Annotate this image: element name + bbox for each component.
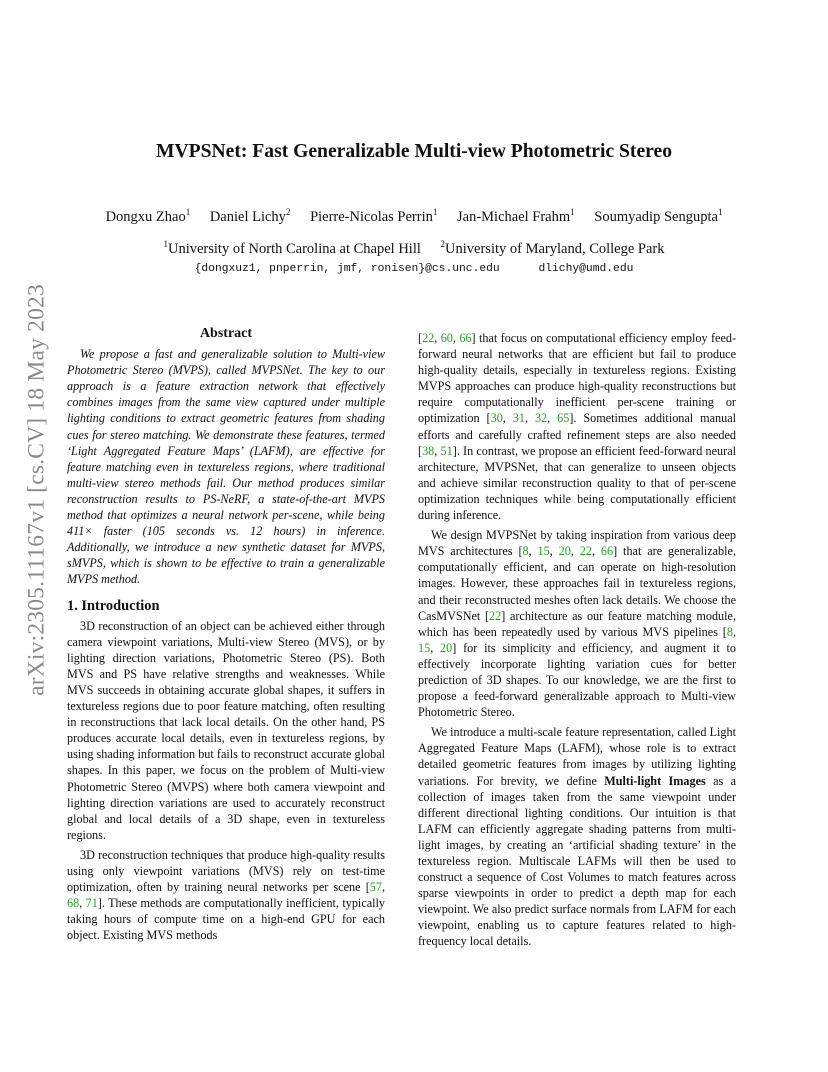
paper-title: MVPSNet: Fast Generalizable Multi-view Photometric Stereo — [156, 141, 672, 162]
section-heading: 1. Introduction — [67, 597, 160, 614]
author: Soumyadip Sengupta$^1$ — [594, 207, 723, 225]
citation-link[interactable]: 38 — [422, 443, 435, 458]
paragraph: We design MVPSNet by taking inspiration from various deep MVS architectures [8, 15, 20, 22, 66] that are generalizable, computationally efficient, and can operate on high-resolution images. However, these approaches fail in textureless regions, and their reconstructed meshes often lack details. We choose the CasMVSNet [22] architecture as our feature matching module, which has been repeatedly used by various MVS pipelines [8, 15, 20] for its simplicity and efficiency, and augment it to effectively incorporate lighting variation cues for better prediction of 3D shapes. To our knowledge, we are the first to propose a feed-forward generalizable approach to Multi-view Photometric Stereo. — [418, 528, 737, 720]
right-column — [418, 330, 736, 954]
arxiv-identifier: arXiv:2305.11167v1 [cs.CV] 18 May 2023 — [23, 284, 50, 696]
citation-link[interactable]: 20 — [558, 544, 571, 559]
paragraph: 3D reconstruction techniques that produce high-quality results using only viewpoint variations (MVS) rely on test-time optimization, often by training neural networks per scene [57, 68, 71]. These methods are computationally inefficient, typically taking hours of compute time on a high-end GPU for each object. Existing MVS methods — [67, 847, 385, 943]
affiliation: $^1$University of North Carolina at Chapel Hill — [163, 239, 421, 257]
citation-link[interactable]: 8 — [522, 544, 529, 559]
citation-link[interactable]: 57 — [369, 880, 382, 895]
citation-link[interactable]: 66 — [459, 331, 472, 345]
author: Pierre-Nicolas Perrin$^1$ — [310, 207, 438, 225]
paragraph: [22, 60, 66] that focus on computational efficiency employ feed-forward neural networks that are efficient but fail to produce high-quality details, especially in textureless regions. Existing MVPS approaches can produce high-quality reconstructions but require computationally inefficient per-scene training or optimization [30, 31, 32, 65]. Sometimes additional manual efforts and carefully crafted refinement steps are also needed [38, 51]. In contrast, we propose an efficient feed-forward neural architecture, MVPSNet, that can generalize to unseen objects and achieve similar reconstruction quality to that of per-scene optimization techniques while being computationally efficient during inference. — [418, 331, 737, 523]
citation-link[interactable]: 51 — [440, 443, 453, 458]
email: dlichy@umd.edu — [538, 263, 634, 275]
author: Daniel Lichy$^2$ — [209, 207, 291, 225]
citation-link[interactable]: 66 — [600, 544, 614, 559]
citation-link[interactable]: 15 — [537, 544, 550, 559]
arxiv-stamp — [22, 272, 52, 708]
citation-link[interactable]: 32 — [534, 411, 548, 426]
citation-link[interactable]: 31 — [512, 411, 525, 426]
author-list — [0, 209, 828, 226]
abstract-heading: Abstract — [199, 326, 253, 341]
email: {dongxuz1, pnperrin, jmf, ronisen}@cs.unc.edu — [194, 263, 500, 275]
citation-link[interactable]: 22 — [489, 608, 502, 623]
citation-link[interactable]: 15 — [418, 640, 431, 655]
author: Dongxu Zhao$^1$ — [105, 207, 191, 225]
citation-link[interactable]: 22 — [579, 544, 592, 559]
citation-link[interactable]: 65 — [557, 411, 570, 426]
email-list — [0, 263, 828, 275]
left-column — [67, 326, 385, 947]
citation-link[interactable]: 30 — [490, 411, 503, 426]
affiliation: $^2$University of Maryland, College Park — [440, 239, 665, 257]
citation-link[interactable]: 60 — [440, 331, 453, 345]
author: Jan-Michael Frahm$^1$ — [457, 207, 575, 225]
affiliation-list — [0, 241, 828, 258]
citation-link[interactable]: 20 — [440, 640, 453, 655]
abstract-text: We propose a fast and generalizable solution to Multi-view Photometric Stereo (MVPS), called MVPSNet. The key to our approach is a feature extraction network that effectively combines images from the same view captured under multiple lighting conditions to extract geometric features from shading cues for stereo matching. We demonstrate these features, termed ‘Light Aggregated Feature Maps’ (LAFM), are effective for feature matching even in textureless regions, where traditional multi-view stereo methods fail. Our method produces similar reconstruction results to PS-NeRF, a state-of-the-art MVPS method that optimizes a neural network per-scene, while being 411× faster (105 seconds vs. 12 hours) in inference. Additionally, we introduce a new synthetic dataset for MVPS, sMVPS, which is shown to be effective to train a generalizable MVPS method. — [67, 347, 385, 587]
paragraph: 3D reconstruction of an object can be achieved either through camera viewpoint variations, Multi-view Stereo (MVS), or by lighting direction variations, Photometric Stereo (PS). Both MVS and PS have relative strengths and weaknesses. While MVS succeeds in obtaining accurate global shapes, it suffers in textureless regions due to poor feature matching, often resulting in reconstructions that lack local details. On the other hand, PS produces accurate local details, even in textureless regions, by using shading information but fails to reconstruct accurate global shapes. In this paper, we focus on the problem of Multi-view Photometric Stereo (MVPS) where both camera viewpoint and lighting direction variations are used to accurately reconstruct global and local details of a 3D shape, even in textureless regions. — [67, 618, 385, 842]
citation-link[interactable]: 8 — [726, 624, 733, 639]
defined-term: Multi-light Images — [604, 773, 706, 788]
citation-link[interactable]: 68 — [67, 896, 80, 911]
citation-link[interactable]: 22 — [422, 331, 435, 345]
citation-link[interactable]: 71 — [85, 896, 98, 911]
paragraph: We introduce a multi-scale feature representation, called Light Aggregated Feature Maps (LAFM), whose role is to extract detailed geometric features from images by utilizing lighting variations. For brevity, we define Multi-light Images as a collection of images taken from the same viewpoint under different directional lighting conditions. Our intuition is that LAFM can efficiently aggregate shading patterns from multi-light images, by creating an ‘artificial shading texture’ in the textureless region. Multiscale LAFMs will then be used to construct a sequence of Cost Volumes to match features across sparse viewpoints in order to predict a depth map for each viewpoint. We also predict surface normals from LAFM for each viewpoint, enabling us to capture features related to high-frequency local details. — [418, 725, 737, 949]
